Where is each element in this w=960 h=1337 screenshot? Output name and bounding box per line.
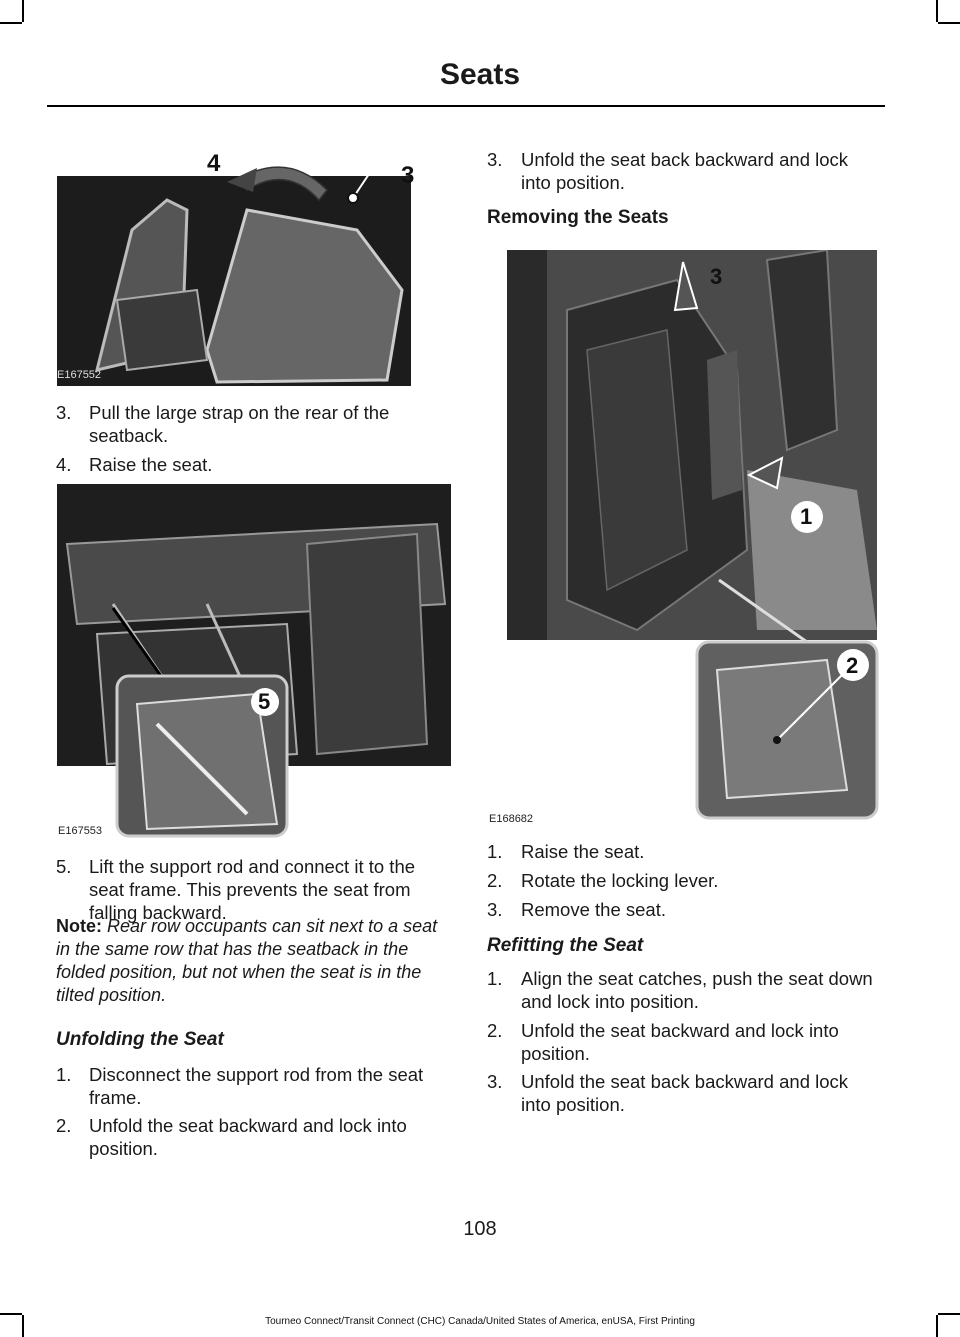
support-rod-illustration — [57, 484, 451, 840]
figure-fold-seat — [57, 150, 417, 386]
step-item: 4. Raise the seat. — [56, 454, 213, 475]
callout-3: 3 — [401, 162, 415, 189]
note-paragraph — [56, 915, 448, 1007]
crop-mark — [938, 1313, 960, 1315]
step-item: 1. Disconnect the support rod from the seat frame. — [56, 1064, 424, 1108]
step-item: 2. Rotate the locking lever. — [487, 870, 719, 891]
crop-mark — [0, 22, 22, 24]
callout-1: 1 — [800, 504, 813, 529]
crop-mark — [938, 22, 960, 24]
section-heading: Removing the Seats — [487, 207, 669, 228]
step-item: 2. Unfold the seat backward and lock into position. — [56, 1115, 407, 1159]
note-text: Rear row occupants can sit next to a seat in the same row that has the seatback in the folded position, but not when the seat is in the tilted position. — [56, 916, 438, 1005]
step-item: 3. Unfold the seat back backward and lock into position. — [487, 1071, 849, 1115]
figure-id: E167553 — [58, 825, 103, 837]
step-item: 1. Align the seat catches, push the seat down and lock into position. — [487, 968, 873, 1012]
callout-4: 4 — [207, 150, 221, 177]
page-number: 108 — [463, 1218, 497, 1240]
seat-fold-illustration — [57, 150, 417, 386]
step-item: 3. Pull the large strap on the rear of the seatback. — [56, 402, 390, 446]
step-item: 3. Remove the seat. — [487, 899, 666, 920]
step-item: 2. Unfold the seat backward and lock into position. — [487, 1020, 839, 1064]
figure-support-rod — [57, 484, 451, 840]
header-rule — [47, 105, 885, 107]
callout-5: 5 — [258, 689, 271, 714]
section-heading: Unfolding the Seat — [56, 1029, 224, 1050]
footer-text: Tourneo Connect/Transit Connect (CHC) Canada/United States of America, enUSA, First Printing — [265, 1316, 695, 1327]
crop-mark — [936, 0, 938, 22]
step-item: 5. Lift the support rod and connect it to the seat frame. This prevents the seat from falling backward. — [56, 856, 416, 923]
step-item: 1. Raise the seat. — [487, 841, 645, 862]
crop-mark — [22, 0, 24, 22]
step-item: 3. Unfold the seat back backward and lock into position. — [487, 149, 849, 193]
note-label: Note: — [56, 916, 102, 936]
crop-mark — [0, 1313, 22, 1315]
callout-2: 2 — [846, 653, 859, 678]
page-title: Seats — [439, 58, 521, 91]
figure-id: E168682 — [489, 813, 534, 825]
callout-3: 3 — [710, 264, 723, 289]
remove-seat-illustration — [487, 250, 881, 830]
figure-id: E167552 — [57, 369, 102, 381]
section-heading: Refitting the Seat — [487, 935, 644, 956]
figure-remove-seat — [487, 250, 881, 830]
